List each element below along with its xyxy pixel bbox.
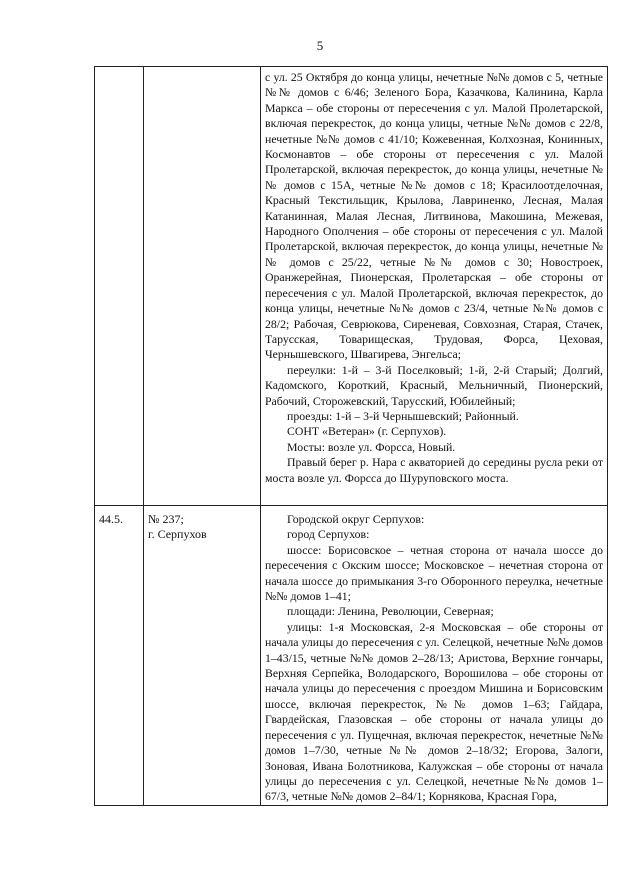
paragraph: Городской округ Серпухов: — [287, 512, 425, 526]
description-cell — [261, 506, 608, 806]
table-row — [95, 506, 608, 806]
description-text — [261, 67, 607, 486]
row-number: 44.5. — [99, 512, 123, 526]
description-cell — [261, 67, 608, 506]
paragraph: площади: Ленина, Революции, Северная; — [287, 604, 494, 619]
paragraph: проезды: 1-й – 3-й Чернышевский; Районный. — [287, 408, 519, 423]
page-number: 5 — [316, 38, 324, 53]
paragraph: Правый берег р. Нара с акваторией до середины русла реки от моста возле ул. Форсса до Шуруповского моста. — [265, 455, 603, 485]
district-name — [144, 506, 260, 543]
paragraph: улицы: 1-я Московская, 2-я Московская – обе стороны от начала улицы до пересечения с ул. Селецкой, нечетные №№ домов 1–43/15, четные №№ домов 2–28/13; Аристова, Верхние гончары, Верхняя Серпейка, Володарского, Ворошилова – обе стороны от начала улицы до пересечения с проездом Мишина и Борисовским шоссе, включая перекресток, №№ домов 1–63; Гайдара, Гвардейская, Глазовская – обе стороны от начала улицы до пересечения с ул. Пущечная, включая перекресток, нечетные №№ домов 1–7/30, четные №№ домов 2–18/32; Егорова, Залоги, Зоновая, Ивана Болотникова, Калужская – обе стороны от начала улицы до пересечения с ул. Селецкой, нечетные №№ домов 1–67/3, четные №№ домов 2–84/1; Корнякова, Красная Гора, — [265, 619, 603, 804]
table-row — [95, 67, 608, 506]
paragraph: город Серпухов: — [287, 527, 370, 542]
paragraph: шоссе: Борисовское – четная сторона от начала шоссе до пересечения с Окским шоссе; Московское – нечетная сторона от начала шоссе до примыкания 3-го Оборонного переулка, нечетные №№ домов 1–41; — [265, 542, 603, 604]
paragraph: СОНТ «Ветеран» (г. Серпухов). — [287, 424, 447, 439]
districts-table — [94, 66, 608, 806]
name-cell — [144, 506, 261, 806]
paragraph: Мосты: возле ул. Форсса, Новый. — [287, 439, 456, 454]
district-city: г. Серпухов — [148, 527, 207, 542]
description-text — [261, 506, 607, 805]
name-cell — [144, 67, 261, 506]
district-number: № 237; — [148, 512, 184, 526]
number-cell — [95, 506, 144, 806]
paragraph: переулки: 1-й – 3-й Поселковый; 1-й, 2-й Старый; Долгий, Кадомского, Короткий, Красный, Мельничный, Пионерский, Рабочий, Сторожевский, Тарусский, Юбилейный; — [265, 362, 603, 408]
paragraph: с ул. 25 Октября до конца улицы, нечетные №№ домов с 5, четные №№ домов с 6/46; Зеленого Бора, Казачкова, Калинина, Карла Маркса – обе стороны от пересечения с ул. Малой Пролетарской, включая перекресток, до конца улицы, четные №№ домов с 22/8, нечетные №№ домов с 41/10; Кожевенная, Колхозная, Конинных, Космонавтов – обе стороны от пересечения с ул. Малой Пролетарской, включая перекресток, до конца улицы, нечетные №№ домов с 15А, четные №№ домов с 18; Красилоотделочная, Красный Текстильщик, Крылова, Лавриненко, Лесная, Малая Катанинная, Малая Лесная, Литвинова, Макошина, Межевая, Народного Ополчения – обе стороны от пересечения с ул. Малой Пролетарской, включая перекресток, до конца улицы, нечетные №№ домов с 25/22, четные №№ домов с 30; Новостроек, Оранжерейная, Пионерская, Пролетарская – обе стороны от пересечения с ул. Малой Пролетарской, включая перекресток, до конца улицы, нечетные №№ домов с 23/4, четные №№ домов с 28/2; Рабочая, Севрюкова, Сиреневая, Совхозная, Старая, Стачек, Тарусская, Товарищеская, Трудовая, Форса, Цеховая, Чернышевского, Швагирева, Энгельса; — [265, 70, 603, 362]
number-cell — [95, 67, 144, 506]
row-number — [95, 67, 143, 73]
